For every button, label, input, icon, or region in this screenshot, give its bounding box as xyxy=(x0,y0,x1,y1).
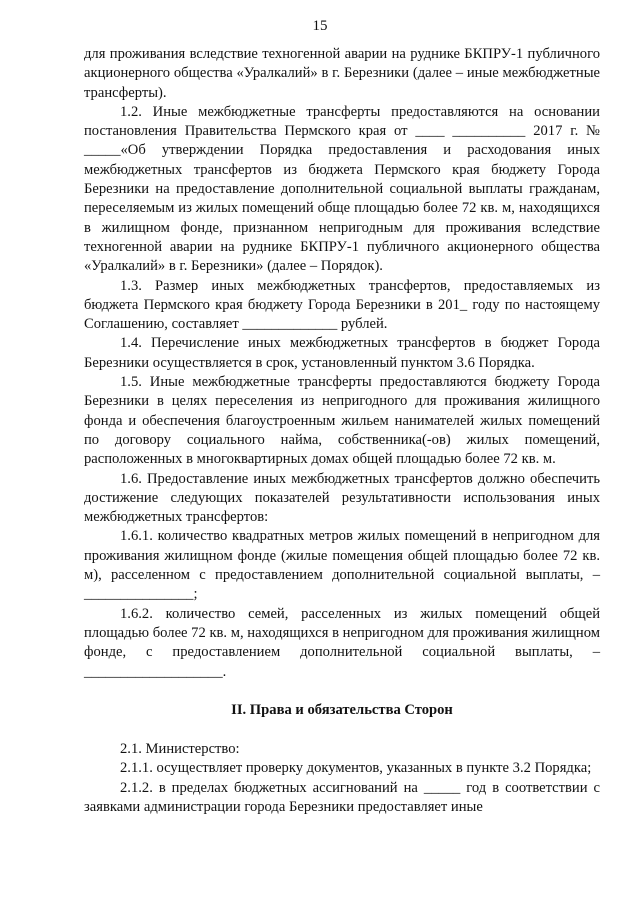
page-number: 15 xyxy=(312,18,328,34)
paragraph-1-3: 1.3. Размер иных межбюджетных трансфертов, предоставляемых из бюджета Пермского края бюджету Города Березники в 201_ году по настоящему Соглашению, составляет _____________ рублей. xyxy=(84,277,600,333)
paragraph-2-1: 2.1. Министерство: xyxy=(120,741,240,758)
paragraph-1-4: 1.4. Перечисление иных межбюджетных трансфертов в бюджет Города Березники осуществляется в срок, установленный пунктом 3.6 Порядка. xyxy=(84,335,600,371)
paragraph-1-5: 1.5. Иные межбюджетные трансферты предоставляются бюджету Города Березники в целях переселения из непригодного для проживания жилищного фонда и обеспечения благоустроенным жильем нанимателей жилых помещений по договору социального найма, собственника(-ов) жилых помещений, расположенных в многоквартирных домах общей площадью более 72 кв. м. xyxy=(84,374,600,468)
paragraph-2-1-2: 2.1.2. в пределах бюджетных ассигнований на _____ год в соответствии с заявками администрации города Березники предоставляет иные xyxy=(84,779,600,815)
document-body xyxy=(84,45,600,817)
paragraph-1-6-1: 1.6.1. количество квадратных метров жилых помещений в непригодном для проживания жилищном фонде (жилые помещения общей площадью более 72 кв. м), расселенном с предоставлением дополнительной социальной выплаты, – _______________; xyxy=(84,528,600,603)
paragraph-1-1-continuation: для проживания вследствие техногенной аварии на руднике БКПРУ-1 публичного акционерного общества «Уралкалий» в г. Березники (далее – иные межбюджетные трансферты). xyxy=(84,46,600,101)
paragraph-2-1-1: 2.1.1. осуществляет проверку документов, указанных в пункте 3.2 Порядка; xyxy=(120,760,592,777)
section-heading: II. Права и обязательства Сторон xyxy=(231,701,453,718)
paragraph-1-6: 1.6. Предоставление иных межбюджетных трансфертов должно обеспечить достижение следующих показателей результативности использования иных межбюджетных трансфертов: xyxy=(84,470,600,526)
paragraph-1-6-2: 1.6.2. количество семей, расселенных из жилых помещений общей площадью более 72 кв. м, находящихся в непригодном для проживания жилищном фонде, с предоставлением дополнительной социальной выплаты, – ___________________. xyxy=(84,605,600,680)
paragraph-1-2: 1.2. Иные межбюджетные трансферты предоставляются на основании постановления Правительства Пермского края от ____ __________ 2017 г. № _____«Об утверждении Порядка предоставления и расходования иных межбюджетных трансфертов из бюджета Пермского края бюджету Города Березники на предоставление дополнительной социальной выплаты гражданам, переселяемым из жилых помещений обще площадью более 72 кв. м, находящихся в жилищном фонде, признанном непригодным для проживания вследствие техногенной аварии на руднике БКПРУ-1 публичного акционерного общества «Уралкалий» в г. Березники» (далее – Порядок). xyxy=(84,103,600,275)
